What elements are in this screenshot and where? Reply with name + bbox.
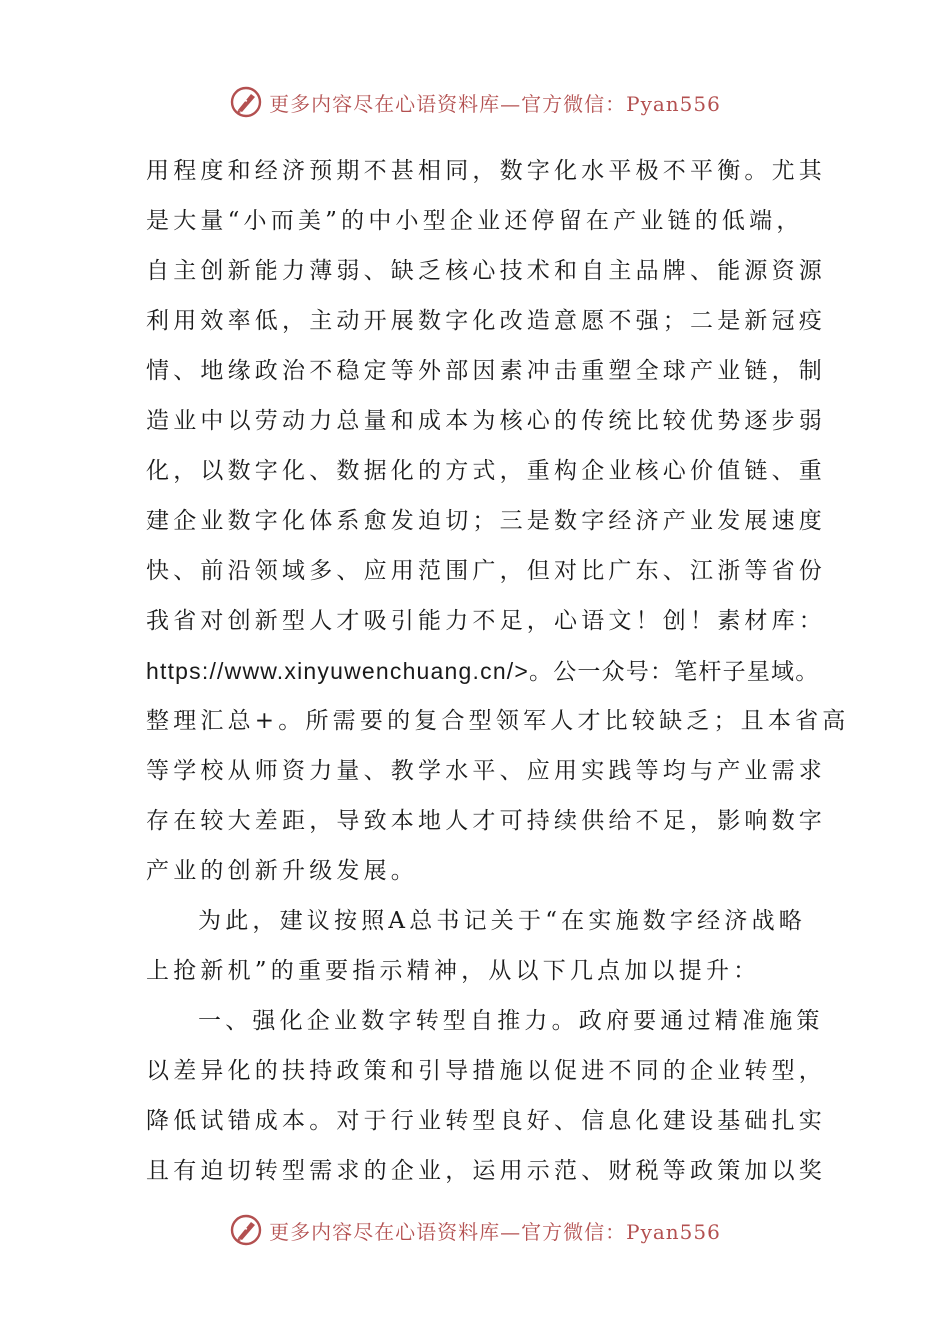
footer-watermark-banner [0,1208,950,1252]
paragraph-start-line: 为此，建议按照A总书记关于“在实施数字经济战略 [198,908,806,934]
header-watermark-banner [0,80,950,124]
text-line: 化，以数字化、数据化的方式，重构企业核心价值链、重 [146,458,826,484]
paragraph-start-line: 一、强化企业数字转型自推力。政府要通过精准施策 [198,1008,824,1034]
text-line: 造业中以劳动力总量和成本为核心的传统比较优势逐步弱 [146,408,826,434]
text-line: 用程度和经济预期不甚相同，数字化水平极不平衡。尤其 [146,158,826,184]
text-line-url: https://www.xinyuwenchuang.cn/>。公一众号：笔杆子星域。 [146,658,820,684]
text-line: 是大量“小而美”的中小型企业还停留在产业链的低端， [146,208,804,234]
text-line: 且有迫切转型需求的企业，运用示范、财税等政策加以奖 [146,1158,826,1184]
text-line: 存在较大差距，导致本地人才可持续供给不足，影响数字 [146,808,826,834]
document-body [146,146,850,1196]
text-line: 等学校从师资力量、教学水平、应用实践等均与产业需求 [146,758,826,784]
text-line: 上抢新机”的重要指示精神，从以下几点加以提升： [146,958,761,984]
text-line: 建企业数字化体系愈发迫切；三是数字经济产业发展速度 [146,508,826,534]
text-line: 快、前沿领域多、应用范围广，但对比广东、江浙等省份 [146,558,826,584]
text-line: 利用效率低，主动开展数字化改造意愿不强；二是新冠疫 [146,308,826,334]
text-line: 降低试错成本。对于行业转型良好、信息化建设基础扎实 [146,1108,826,1134]
text-line: 自主创新能力薄弱、缺乏核心技术和自主品牌、能源资源 [146,258,826,284]
text-line: 我省对创新型人才吸引能力不足，心语文！创！素材库： [146,608,826,634]
text-line: 以差异化的扶持政策和引导措施以促进不同的企业转型， [146,1058,826,1084]
pen-logo-icon [229,85,263,119]
footer-watermark-text: 更多内容尽在心语资料库—官方微信：Pyan556 [269,1219,721,1244]
header-watermark-text: 更多内容尽在心语资料库—官方微信：Pyan556 [269,91,721,116]
text-line: 情、地缘政治不稳定等外部因素冲击重塑全球产业链，制 [146,358,826,384]
text-line: 整理汇总+。所需要的复合型领军人才比较缺乏；且本省高 [146,708,850,734]
pen-logo-icon [229,1213,263,1247]
text-line: 产业的创新升级发展。 [146,858,418,884]
